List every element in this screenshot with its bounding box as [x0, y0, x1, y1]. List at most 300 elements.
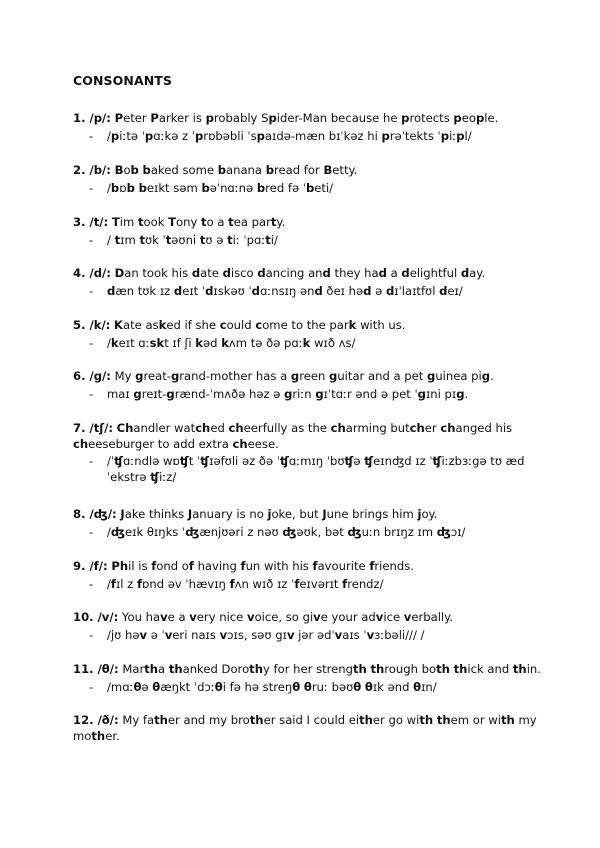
highlighted-sound: T: [111, 215, 120, 229]
text-run: ə: [353, 454, 365, 468]
highlighted-sound: d: [191, 266, 201, 280]
highlighted-sound: p: [440, 128, 450, 143]
text-run: y for her streng: [262, 662, 354, 676]
consonant-entry-tsh: [73, 421, 543, 485]
text-run: riːn: [292, 386, 316, 401]
text-run: red fə ˈ: [265, 180, 306, 195]
text-run: read for: [274, 163, 324, 177]
text-run: ate as: [123, 318, 159, 332]
text-run: i fə hə streŋ: [222, 679, 293, 694]
text-run: etty.: [332, 163, 358, 177]
highlighted-sound: f: [229, 576, 235, 591]
text-run: an took his: [124, 266, 192, 280]
text-run: ə: [141, 679, 153, 694]
text-run: eɪ/: [447, 283, 463, 298]
highlighted-sound: p: [381, 128, 390, 143]
bullet-dash: -: [89, 524, 94, 539]
text-run: ʌn wɪð ɪz ˈ: [234, 576, 295, 591]
text-run: oy.: [421, 507, 438, 521]
highlighted-sound: t: [139, 232, 145, 247]
consonant-entry-d: [73, 266, 543, 299]
highlighted-sound: t: [270, 215, 277, 229]
text-run: anana: [226, 163, 266, 177]
transcription-text: [107, 454, 543, 485]
text-run: eɪkt səm: [146, 180, 202, 195]
highlighted-sound: th: [436, 662, 450, 676]
text-run: aked some: [150, 163, 218, 177]
highlighted-sound: d: [314, 283, 323, 298]
text-run: aɪs ˈ: [342, 627, 367, 642]
highlighted-sound: θ: [133, 679, 142, 694]
highlighted-sound: d: [460, 266, 470, 280]
highlighted-sound: c: [219, 318, 227, 332]
text-run: eɪvərɪt: [299, 576, 343, 591]
highlighted-sound: p: [256, 128, 265, 143]
highlighted-sound: d: [205, 283, 214, 298]
text-run: andler wat: [133, 421, 196, 435]
text-run: /: [107, 180, 111, 195]
highlighted-sound: t: [165, 232, 172, 247]
highlighted-sound: ʧ: [179, 454, 189, 468]
highlighted-sound: th: [359, 713, 373, 727]
highlighted-sound: d: [439, 283, 448, 298]
text-run: /: [107, 128, 111, 143]
transcription-text: [107, 181, 543, 197]
bullet-dash: -: [89, 283, 94, 298]
sentence-text: [110, 318, 405, 332]
sentence-text: [117, 507, 438, 521]
highlighted-sound: f: [312, 559, 318, 573]
sentence-text: [111, 369, 494, 383]
text-run: iː ˈpɑː: [232, 232, 266, 247]
highlighted-sound: b: [265, 163, 275, 177]
highlighted-sound: ʧ: [279, 454, 289, 468]
text-run: reen: [299, 369, 330, 383]
text-run: ɒnd əv ˈhævɪŋ: [142, 576, 230, 591]
text-run: arming but: [345, 421, 410, 435]
bullet-dash: -: [89, 335, 94, 350]
example-sentence: [73, 713, 543, 744]
transcription-text: [107, 525, 543, 541]
highlighted-sound: d: [251, 283, 260, 298]
highlighted-sound: ch: [232, 436, 248, 451]
highlighted-sound: g: [290, 369, 300, 383]
text-run: əˈnɑːnə: [209, 180, 257, 195]
text-run: anuary is no: [192, 507, 268, 521]
consonant-label: 4. /d/:: [73, 266, 111, 280]
text-run: e your ad: [320, 610, 376, 624]
highlighted-sound: b: [138, 180, 147, 195]
sentence-text: [111, 163, 357, 177]
text-run: y.: [276, 215, 286, 229]
text-run: rəˈtekts ˈ: [389, 128, 441, 143]
transcription-line: [73, 525, 543, 541]
text-run: ed: [210, 421, 229, 435]
highlighted-sound: k: [110, 335, 119, 350]
text-run: ond o: [156, 559, 189, 573]
highlighted-sound: p: [475, 111, 485, 125]
text-run: ɪn/: [421, 679, 437, 694]
text-run: riends.: [374, 559, 414, 573]
sentence-text: [108, 559, 414, 573]
highlighted-sound: g: [329, 369, 338, 383]
highlighted-sound: D: [114, 266, 125, 280]
example-sentence: [73, 507, 543, 523]
highlighted-sound: g: [427, 369, 436, 383]
highlighted-sound: th: [370, 662, 385, 676]
text-run: eri naɪs: [172, 627, 220, 642]
text-run: reat-: [143, 369, 171, 383]
text-run: ate: [200, 266, 223, 280]
highlighted-sound: d: [363, 283, 372, 298]
text-run: ə: [371, 283, 386, 298]
text-run: ɪˈlaɪtfʊl: [394, 283, 440, 298]
text-run: iːz/: [159, 469, 177, 484]
text-run: e a: [167, 610, 190, 624]
bullet-dash: -: [89, 679, 94, 694]
text-run: isco: [230, 266, 258, 280]
highlighted-sound: v: [189, 610, 197, 624]
example-sentence: [73, 215, 543, 231]
example-sentence: [73, 318, 543, 334]
text-run: rɒbəbli ˈs: [203, 128, 257, 143]
consonant-entry-k: [73, 318, 543, 351]
text-run: a: [158, 662, 169, 676]
example-sentence: [73, 421, 543, 452]
text-run: ice: [383, 610, 404, 624]
highlighted-sound: d: [401, 266, 410, 280]
text-run: ʊk ˈ: [144, 232, 166, 247]
consonant-entry-p: [73, 111, 543, 144]
text-run: ænjʊəri z nəʊ: [199, 524, 283, 539]
highlighted-sound: ʧ: [150, 469, 160, 484]
highlighted-sound: ʧ: [114, 454, 124, 468]
highlighted-sound: J: [120, 507, 125, 521]
highlighted-sound: B: [114, 163, 124, 177]
highlighted-sound: g: [315, 386, 324, 401]
text-run: əʊk, bət: [296, 524, 348, 539]
text-run: ðeɪ hə: [322, 283, 364, 298]
highlighted-sound: ch: [195, 421, 211, 435]
text-run: with us.: [356, 318, 406, 332]
highlighted-sound: g: [481, 369, 491, 383]
text-run: l/: [464, 128, 472, 143]
text-run: a: [386, 266, 402, 280]
highlighted-sound: d: [107, 283, 116, 298]
text-run: /: [107, 576, 111, 591]
transcription-text: [107, 577, 543, 593]
highlighted-sound: t: [228, 215, 234, 229]
text-run: eti/: [314, 180, 334, 195]
highlighted-sound: b: [130, 163, 139, 177]
text-run: un with his: [245, 559, 313, 573]
text-run: er: [424, 421, 441, 435]
text-run: wɪð ʌs/: [310, 335, 356, 350]
sentence-text: [119, 662, 541, 676]
text-run: avourite: [317, 559, 370, 573]
sentence-text: [108, 215, 285, 229]
sentence-text: [111, 111, 498, 125]
highlighted-sound: v: [219, 627, 228, 642]
example-sentence: [73, 111, 543, 127]
highlighted-sound: b: [217, 163, 226, 177]
highlighted-sound: f: [294, 576, 300, 591]
highlighted-sound: θ: [413, 679, 422, 694]
highlighted-sound: k: [195, 335, 204, 350]
text-run: o a: [206, 215, 229, 229]
highlighted-sound: v: [160, 610, 168, 624]
bullet-dash: -: [89, 232, 94, 247]
text-run: ancing an: [265, 266, 323, 280]
consonant-entry-dzh: [73, 507, 543, 540]
text-run: t ɪf ʃi: [164, 335, 196, 350]
highlighted-sound: ʧ: [344, 454, 354, 468]
example-sentence: [73, 163, 543, 179]
text-run: ea par: [233, 215, 271, 229]
example-sentence: [73, 662, 543, 678]
text-run: anged his: [455, 421, 513, 435]
highlighted-sound: v: [139, 627, 148, 642]
highlighted-sound: v: [403, 610, 412, 624]
sentence-text: [73, 713, 537, 743]
example-sentence: [73, 266, 543, 282]
text-run: robably S: [213, 111, 269, 125]
highlighted-sound: ʧ: [200, 454, 210, 468]
highlighted-sound: th: [353, 662, 367, 676]
consonant-label: 6. /g/:: [73, 369, 111, 383]
highlighted-sound: v: [375, 610, 384, 624]
consonant-label: 3. /t/:: [73, 215, 109, 229]
transcription-line: [73, 628, 543, 644]
transcription-line: [73, 577, 543, 593]
consonant-label: 11. /θ/:: [73, 662, 119, 676]
transcription-line: [73, 454, 543, 485]
text-run: ə ˈ: [147, 627, 165, 642]
text-run: uinea pi: [435, 369, 482, 383]
highlighted-sound: th: [144, 662, 159, 676]
text-run: ɪskəʊ ˈ: [213, 283, 252, 298]
text-run: ɪəfʊli əz ðə ˈ: [209, 454, 280, 468]
consonant-entry-eth: [73, 713, 543, 744]
highlighted-sound: ʧ: [364, 454, 374, 468]
highlighted-sound: t: [227, 232, 233, 247]
text-run: /: [107, 335, 111, 350]
consonant-label: 12. /ð/:: [73, 713, 119, 727]
highlighted-sound: Ph: [111, 559, 129, 573]
text-run: anked Doro: [182, 662, 250, 676]
consonant-label: 10. /v/:: [73, 610, 119, 624]
text-run: ed if she: [166, 318, 220, 332]
highlighted-sound: b: [305, 180, 315, 195]
text-run: əd: [203, 335, 222, 350]
text-run: /: [107, 232, 115, 247]
highlighted-sound: k: [302, 335, 311, 350]
highlighted-sound: f: [136, 576, 142, 591]
text-run: reɪt-: [141, 386, 167, 401]
highlighted-sound: th: [453, 662, 468, 676]
text-run: er said I could ei: [263, 713, 360, 727]
text-run: ɪl z: [115, 576, 137, 591]
highlighted-sound: p: [453, 111, 462, 125]
highlighted-sound: ch: [409, 421, 425, 435]
highlighted-sound: c: [255, 318, 263, 332]
highlighted-sound: b: [126, 180, 135, 195]
text-run: in.: [526, 662, 541, 676]
text-run: eeseburger to add extra: [88, 436, 233, 451]
text-run: erbally.: [411, 610, 454, 624]
highlighted-sound: d: [257, 266, 266, 280]
highlighted-sound: th: [419, 713, 434, 727]
text-run: im: [119, 215, 138, 229]
text-run: ɑːkə z ˈ: [153, 128, 195, 143]
text-run: er and my bro: [167, 713, 250, 727]
text-run: aɪdə-mæn bɪˈkəz hi: [264, 128, 382, 143]
text-run: eɪnʤd ɪz ˈ: [373, 454, 433, 468]
bullet-dash: -: [89, 180, 94, 195]
text-run: eter: [123, 111, 151, 125]
text-run: ome to the par: [262, 318, 349, 332]
text-run: arker is: [158, 111, 206, 125]
highlighted-sound: K: [114, 318, 123, 332]
bullet-dash: -: [89, 454, 94, 468]
highlighted-sound: v: [286, 627, 295, 642]
highlighted-sound: th: [168, 662, 183, 676]
highlighted-sound: g: [456, 386, 465, 401]
text-run: .: [464, 386, 469, 401]
highlighted-sound: ʤ: [185, 524, 200, 539]
highlighted-sound: t: [201, 215, 207, 229]
section-heading: CONSONANTS: [73, 73, 173, 88]
text-run: Mar: [118, 662, 145, 676]
highlighted-sound: k: [348, 318, 357, 332]
consonant-entry-t: [73, 215, 543, 248]
highlighted-sound: θ: [364, 679, 373, 694]
highlighted-sound: g: [284, 386, 293, 401]
text-run: ɪˈtɑːr ənd ə pet ˈ: [323, 386, 418, 401]
highlighted-sound: ch: [440, 421, 456, 435]
text-run: rendz/: [347, 576, 384, 591]
text-run: My fa: [118, 713, 155, 727]
consonant-entry-f: [73, 559, 543, 592]
text-run: il is: [128, 559, 152, 573]
transcription-text: [107, 233, 543, 249]
text-run: ɪni pɪ: [425, 386, 457, 401]
highlighted-sound: k: [158, 318, 167, 332]
bullet-dash: -: [89, 576, 94, 591]
text-run: ook: [143, 215, 169, 229]
text-run: ay.: [469, 266, 486, 280]
highlighted-sound: v: [164, 627, 173, 642]
highlighted-sound: v: [247, 610, 255, 624]
example-sentence: [73, 559, 543, 575]
text-run: le.: [484, 111, 499, 125]
text-run: rand-mother has a: [179, 369, 291, 383]
highlighted-sound: p: [110, 128, 120, 143]
text-run: jər ədˈ: [294, 627, 335, 642]
highlighted-sound: v: [366, 627, 375, 642]
transcription-line: [73, 336, 543, 352]
consonant-label: 7. /tʃ/:: [73, 421, 113, 435]
highlighted-sound: d: [322, 266, 331, 280]
highlighted-sound: t: [265, 232, 271, 247]
text-run: ɑːndlə wɒ: [123, 454, 180, 468]
example-sentence: [73, 610, 543, 626]
text-run: You ha: [118, 610, 161, 624]
text-run: /ˈ: [107, 454, 115, 468]
text-run: æŋkt ˈdɔː: [160, 679, 215, 694]
text-run: My: [110, 369, 136, 383]
highlighted-sound: θ: [292, 679, 301, 694]
consonant-label: 9. /f/:: [73, 559, 108, 573]
consonant-entry-b: [73, 163, 543, 196]
text-run: une brings him: [326, 507, 418, 521]
highlighted-sound: f: [342, 576, 348, 591]
highlighted-sound: f: [151, 559, 157, 573]
highlighted-sound: f: [369, 559, 375, 573]
highlighted-sound: θ: [152, 679, 161, 694]
consonant-entry-v: [73, 610, 543, 643]
highlighted-sound: th: [512, 662, 527, 676]
highlighted-sound: p: [401, 111, 410, 125]
text-run: ɑːmɪŋ ˈbʊ: [288, 454, 345, 468]
text-run: /mɑː: [107, 679, 134, 694]
transcription-line: [73, 387, 543, 403]
highlighted-sound: ʧ: [432, 454, 442, 468]
transcription-line: [73, 680, 543, 696]
highlighted-sound: k: [221, 335, 229, 350]
text-run: /: [107, 524, 111, 539]
highlighted-sound: p: [205, 111, 214, 125]
highlighted-sound: ʤ: [282, 524, 297, 539]
example-sentence: [73, 369, 543, 385]
text-run: ake thinks: [124, 507, 188, 521]
text-run: er go wi: [372, 713, 420, 727]
text-run: eɪt ˈ: [182, 283, 206, 298]
text-run: ery nice: [196, 610, 248, 624]
text-run: er.: [105, 728, 120, 743]
highlighted-sound: b: [142, 163, 151, 177]
highlighted-sound: f: [188, 559, 194, 573]
text-run: ɔɪs, səʊ gɪ: [227, 627, 287, 642]
highlighted-sound: b: [110, 180, 120, 195]
bullet-dash: -: [89, 128, 94, 143]
highlighted-sound: θ: [353, 679, 362, 694]
text-run: ɒ: [119, 180, 127, 195]
text-run: iː: [449, 128, 457, 143]
transcription-text: [107, 129, 543, 145]
text-run: em or wi: [450, 713, 501, 727]
highlighted-sound: ch: [228, 421, 244, 435]
consonant-entry-g: [73, 369, 543, 402]
highlighted-sound: θ: [214, 679, 223, 694]
text-run: əʊni: [171, 232, 200, 247]
text-run: ider-Man because he: [276, 111, 402, 125]
highlighted-sound: p: [456, 128, 465, 143]
text-run: ruː bəʊ: [311, 679, 354, 694]
transcription-line: [73, 181, 543, 197]
text-run: ony: [176, 215, 202, 229]
highlighted-sound: th: [249, 713, 264, 727]
highlighted-sound: d: [378, 266, 387, 280]
highlighted-sound: ʤ: [436, 524, 451, 539]
text-run: they ha: [330, 266, 379, 280]
text-run: eo: [461, 111, 476, 125]
highlighted-sound: th: [436, 713, 451, 727]
consonant-label: 2. /b/:: [73, 163, 111, 177]
highlighted-sound: d: [385, 283, 395, 298]
text-run: maɪ: [107, 386, 134, 401]
text-run: uːn brɪŋz ɪm: [361, 524, 437, 539]
